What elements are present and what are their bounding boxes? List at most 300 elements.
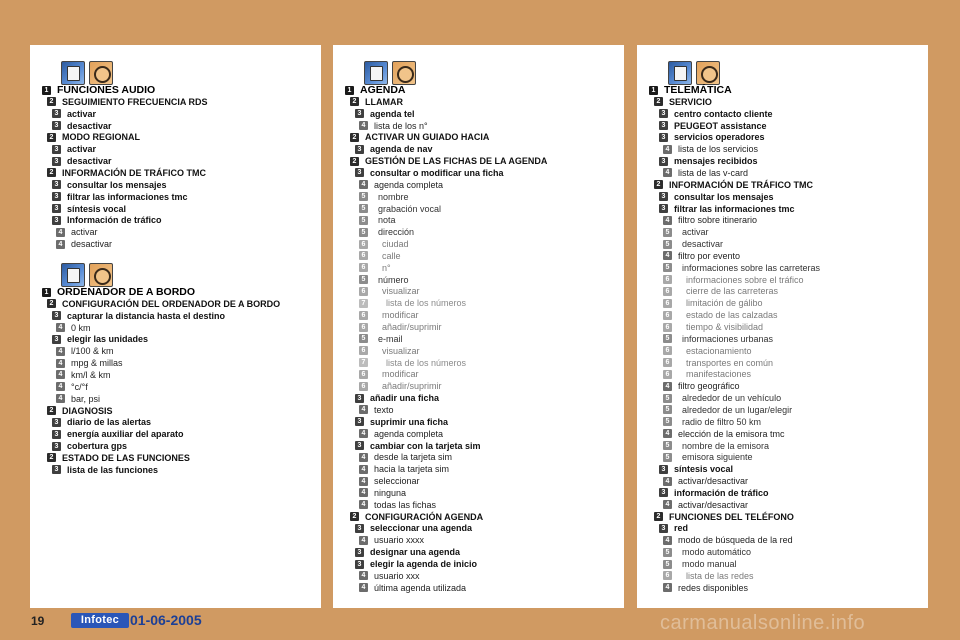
menu-item-label: centro contacto cliente <box>674 108 773 119</box>
menu-item-label: número <box>378 274 409 285</box>
level-badge: 2 <box>350 97 359 106</box>
menu-item <box>663 475 748 487</box>
menu-item-label: desactivar <box>67 156 112 167</box>
level-badge: 3 <box>52 180 61 189</box>
menu-item-label: °c/°f <box>71 381 88 392</box>
agenda-panel <box>333 45 624 608</box>
menu-item-label: modificar <box>382 310 419 321</box>
menu-item-label: ACTIVAR UN GUIADO HACIA <box>365 132 490 143</box>
menu-item <box>659 522 688 534</box>
menu-item-label: añadir/suprimir <box>382 381 442 392</box>
menu-item-label: limitación de gálibo <box>686 298 763 309</box>
menu-item-label: consultar o modificar una ficha <box>370 167 504 178</box>
level-badge: 4 <box>56 347 65 356</box>
menu-heading <box>42 286 195 298</box>
level-badge: 3 <box>52 109 61 118</box>
level-badge: 2 <box>654 97 663 106</box>
menu-item-label: n° <box>382 262 391 273</box>
menu-item <box>359 463 449 475</box>
level-badge: 3 <box>52 418 61 427</box>
menu-item-label: designar una agenda <box>370 547 461 558</box>
level-badge: 3 <box>659 109 668 118</box>
menu-item-label: redes disponibles <box>678 582 749 593</box>
level-badge: 2 <box>350 512 359 521</box>
menu-item <box>663 333 773 345</box>
level-badge: 6 <box>359 323 368 332</box>
menu-item-label: desactivar <box>71 239 113 250</box>
audio-computer-panel <box>30 45 321 608</box>
menu-item <box>359 120 428 132</box>
menu-item <box>355 546 460 558</box>
menu-item-label: grabación vocal <box>378 203 442 214</box>
level-badge: 5 <box>663 453 672 462</box>
level-badge: 5 <box>359 334 368 343</box>
level-badge: 6 <box>359 346 368 355</box>
menu-item-label: modo automático <box>682 547 752 558</box>
level-badge: 4 <box>663 429 672 438</box>
menu-item-label: GESTIÓN DE LAS FICHAS DE LA AGENDA <box>365 156 548 167</box>
menu-item-label: CONFIGURACIÓN AGENDA <box>365 511 484 522</box>
level-badge: 4 <box>663 216 672 225</box>
menu-item-label: agenda completa <box>374 428 444 439</box>
menu-item <box>56 381 88 393</box>
menu-item <box>663 274 804 286</box>
menu-item-label: estacionamiento <box>686 345 752 356</box>
level-badge: 3 <box>52 430 61 439</box>
level-badge: 3 <box>52 216 61 225</box>
menu-item-label: añadir/suprimir <box>382 322 442 332</box>
menu-item <box>52 464 158 476</box>
level-badge: 3 <box>659 524 668 533</box>
level-badge: 5 <box>663 240 672 249</box>
level-badge: 6 <box>359 263 368 272</box>
menu-item <box>355 440 481 452</box>
menu-item <box>52 179 167 191</box>
menu-item-label: 0 km <box>71 322 91 333</box>
disc-icon <box>89 61 113 85</box>
level-badge: 5 <box>663 548 672 557</box>
menu-item-label: LLAMAR <box>365 96 403 107</box>
menu-item-label: transportes en común <box>686 357 774 368</box>
level-badge: 4 <box>663 500 672 509</box>
menu-item <box>47 131 140 143</box>
menu-item <box>359 570 420 582</box>
menu-item <box>663 368 751 380</box>
menu-item <box>359 380 442 392</box>
menu-item <box>659 155 758 167</box>
menu-item-label: suprimir una ficha <box>370 416 449 427</box>
menu-item <box>663 416 761 428</box>
menu-item-label: lista de las redes <box>686 570 754 581</box>
menu-item <box>359 345 420 357</box>
level-badge: 3 <box>659 488 668 497</box>
level-badge: 2 <box>47 453 56 462</box>
menu-item <box>359 333 403 345</box>
level-badge: 2 <box>47 133 56 142</box>
level-badge: 4 <box>56 370 65 379</box>
menu-item-label: INFORMACIÓN DE TRÁFICO TMC <box>62 167 206 178</box>
menu-item <box>663 226 709 238</box>
menu-item <box>359 451 452 463</box>
level-badge: 3 <box>659 192 668 201</box>
level-badge: 4 <box>663 145 672 154</box>
level-badge: 3 <box>659 133 668 142</box>
menu-item <box>47 96 208 108</box>
menu-item-label: tiempo & visibilidad <box>686 322 764 332</box>
level-badge: 5 <box>359 275 368 284</box>
level-badge: 5 <box>663 263 672 272</box>
menu-item-label: ciudad <box>382 239 409 250</box>
menu-item <box>355 558 477 570</box>
menu-item-label: radio de filtro 50 km <box>682 416 762 427</box>
level-badge: 3 <box>52 192 61 201</box>
menu-heading <box>345 84 406 96</box>
menu-item-label: nota <box>378 215 396 226</box>
level-badge: 4 <box>663 536 672 545</box>
level-badge: 3 <box>52 465 61 474</box>
level-badge: 3 <box>355 417 364 426</box>
menu-item <box>663 404 792 416</box>
menu-item <box>663 582 748 594</box>
menu-item-label: síntesis vocal <box>67 203 127 214</box>
menu-item-label: lista de los números <box>386 357 467 368</box>
menu-item-label: seleccionar <box>374 476 420 487</box>
menu-item <box>359 582 466 594</box>
level-badge: 2 <box>350 133 359 142</box>
level-badge: 5 <box>359 192 368 201</box>
menu-item <box>663 321 763 333</box>
menu-item <box>359 214 396 226</box>
menu-item-label: cobertura gps <box>67 441 128 452</box>
menu-item <box>359 475 420 487</box>
menu-item-label: agenda tel <box>370 108 415 119</box>
menu-item <box>56 226 98 238</box>
menu-item <box>52 143 96 155</box>
menu-item-label: lista de los servicios <box>678 144 759 155</box>
menu-item <box>47 405 113 417</box>
level-badge: 3 <box>52 145 61 154</box>
menu-item <box>359 285 420 297</box>
menu-item <box>359 250 401 262</box>
menu-item-label: lista de los números <box>386 298 467 309</box>
level-badge: 3 <box>355 441 364 450</box>
menu-item <box>52 191 188 203</box>
menu-item-label: informaciones urbanas <box>682 333 774 344</box>
level-badge: 2 <box>654 512 663 521</box>
menu-item <box>359 191 409 203</box>
menu-item-label: TELEMÁTICA <box>664 84 732 96</box>
edition-date: 01-06-2005 <box>130 612 202 628</box>
menu-item-label: SERVICIO <box>669 96 712 107</box>
level-badge: 7 <box>359 358 368 367</box>
menu-item-label: ninguna <box>374 487 407 498</box>
menu-item <box>52 155 112 167</box>
menu-item <box>663 440 769 452</box>
menu-item-label: alrededor de un vehículo <box>682 393 782 404</box>
menu-heading <box>42 84 155 96</box>
level-badge: 5 <box>663 417 672 426</box>
menu-item <box>663 357 773 369</box>
menu-item-label: consultar los mensajes <box>67 179 167 190</box>
level-badge: 1 <box>42 86 51 95</box>
menu-item-label: usuario xxx <box>374 570 420 581</box>
menu-item <box>355 392 439 404</box>
menu-item <box>350 131 489 143</box>
menu-item <box>663 451 753 463</box>
level-badge: 5 <box>663 405 672 414</box>
menu-item <box>355 143 433 155</box>
menu-item-label: AGENDA <box>360 84 406 96</box>
menu-item-label: última agenda utilizada <box>374 582 467 593</box>
menu-item-label: modo manual <box>682 559 737 569</box>
menu-item <box>654 179 813 191</box>
level-badge: 1 <box>42 288 51 297</box>
menu-item-label: km/l & km <box>71 369 111 380</box>
menu-item <box>359 238 409 250</box>
audio-icon <box>61 61 85 85</box>
menu-item <box>663 499 748 511</box>
menu-item-label: manifestaciones <box>686 369 752 380</box>
level-badge: 6 <box>359 240 368 249</box>
level-badge: 4 <box>56 382 65 391</box>
menu-item-label: nombre de la emisora <box>682 440 770 451</box>
menu-item <box>663 297 763 309</box>
mobile-phone-icon <box>696 61 720 85</box>
telematics-panel <box>637 45 928 608</box>
menu-item-label: usuario xxxx <box>374 535 425 546</box>
menu-item-label: lista de las v-card <box>678 167 749 178</box>
menu-item-label: agenda completa <box>374 179 444 190</box>
menu-item <box>359 226 414 238</box>
watermark: carmanualsonline.info <box>660 612 866 634</box>
menu-item <box>47 452 190 464</box>
level-badge: 4 <box>359 453 368 462</box>
menu-item-label: INFORMACIÓN DE TRÁFICO TMC <box>669 179 813 190</box>
menu-item <box>663 570 754 582</box>
menu-item <box>359 321 442 333</box>
menu-item <box>56 322 91 334</box>
menu-item-label: filtrar las informaciones tmc <box>67 191 188 202</box>
menu-item <box>663 309 778 321</box>
level-badge: 4 <box>663 382 672 391</box>
level-badge: 6 <box>359 251 368 260</box>
menu-item-label: filtro por evento <box>678 250 741 261</box>
level-badge: 6 <box>663 311 672 320</box>
level-badge: 6 <box>359 382 368 391</box>
menu-item-label: seleccionar una agenda <box>370 523 473 534</box>
level-badge: 3 <box>52 335 61 344</box>
notebook-icon <box>392 61 416 85</box>
menu-item <box>52 440 127 452</box>
menu-item <box>654 511 794 523</box>
level-badge: 7 <box>359 299 368 308</box>
menu-item <box>359 428 443 440</box>
phone-icon <box>89 263 113 287</box>
level-badge: 2 <box>47 406 56 415</box>
menu-item <box>663 167 748 179</box>
menu-item <box>47 167 206 179</box>
menu-item-label: dirección <box>378 227 415 238</box>
menu-item-label: SEGUIMIENTO FRECUENCIA RDS <box>62 96 208 107</box>
level-badge: 4 <box>359 477 368 486</box>
menu-item <box>52 428 184 440</box>
menu-item <box>359 179 443 191</box>
level-badge: 2 <box>47 168 56 177</box>
menu-item <box>663 546 751 558</box>
level-badge: 5 <box>359 228 368 237</box>
menu-item <box>663 250 740 262</box>
menu-item-label: bar, psi <box>71 393 101 404</box>
menu-item-label: activar <box>67 144 97 155</box>
menu-item <box>350 96 403 108</box>
menu-item <box>47 298 280 310</box>
level-badge: 5 <box>663 334 672 343</box>
level-badge: 6 <box>663 275 672 284</box>
level-badge: 4 <box>359 583 368 592</box>
menu-item <box>52 214 162 226</box>
menu-item <box>659 487 769 499</box>
menu-item <box>52 108 96 120</box>
menu-item-label: ESTADO DE LAS FUNCIONES <box>62 452 190 463</box>
menu-item-label: FUNCIONES DEL TELÉFONO <box>669 511 794 522</box>
menu-item <box>52 203 126 215</box>
level-badge: 4 <box>359 500 368 509</box>
menu-item-label: desde la tarjeta sim <box>374 452 453 463</box>
menu-heading <box>649 84 732 96</box>
menu-item <box>663 428 785 440</box>
menu-item <box>355 108 415 120</box>
menu-item-label: CONFIGURACIÓN DEL ORDENADOR DE A BORDO <box>62 298 281 309</box>
menu-item <box>663 534 793 546</box>
menu-item <box>359 368 419 380</box>
menu-item <box>350 155 547 167</box>
level-badge: 3 <box>52 121 61 130</box>
menu-item-label: cambiar con la tarjeta sim <box>370 440 481 451</box>
menu-item <box>56 238 112 250</box>
level-badge: 6 <box>663 299 672 308</box>
menu-item-label: visualizar <box>382 345 420 356</box>
menu-item-label: todas las fichas <box>374 499 437 510</box>
menu-item <box>355 416 448 428</box>
menu-item <box>659 131 765 143</box>
level-badge: 4 <box>359 121 368 130</box>
menu-item-label: filtrar las informaciones tmc <box>674 203 795 214</box>
menu-item-label: lista de las funciones <box>67 464 159 475</box>
menu-item <box>654 96 712 108</box>
menu-item <box>359 297 466 309</box>
menu-item-label: añadir una ficha <box>370 393 440 404</box>
level-badge: 2 <box>654 180 663 189</box>
menu-item <box>52 333 148 345</box>
level-badge: 3 <box>52 442 61 451</box>
level-badge: 3 <box>355 145 364 154</box>
menu-item <box>663 558 737 570</box>
level-badge: 3 <box>52 157 61 166</box>
menu-item-label: desactivar <box>67 120 112 131</box>
menu-item-label: consultar los mensajes <box>674 191 774 202</box>
level-badge: 3 <box>52 311 61 320</box>
menu-item-label: nombre <box>378 191 409 202</box>
menu-item-label: ORDENADOR DE A BORDO <box>57 286 196 298</box>
menu-item <box>52 120 112 132</box>
level-badge: 4 <box>359 429 368 438</box>
level-badge: 2 <box>47 97 56 106</box>
menu-item <box>663 380 740 392</box>
menu-item <box>359 262 391 274</box>
menu-item-label: modo de búsqueda de la red <box>678 535 793 546</box>
menu-item-label: hacia la tarjeta sim <box>374 464 450 475</box>
menu-item-label: estado de las calzadas <box>686 310 778 321</box>
menu-item-label: red <box>674 523 689 534</box>
menu-item <box>359 534 424 546</box>
level-badge: 4 <box>663 477 672 486</box>
menu-item-label: activar <box>71 227 98 238</box>
menu-item <box>56 369 111 381</box>
menu-item-label: activar <box>682 227 709 238</box>
level-badge: 4 <box>663 583 672 592</box>
menu-item <box>56 393 100 405</box>
level-badge: 6 <box>663 323 672 332</box>
level-badge: 5 <box>663 560 672 569</box>
level-badge: 6 <box>663 370 672 379</box>
level-badge: 3 <box>659 121 668 130</box>
page-number: 19 <box>31 614 45 628</box>
telematics-icon <box>668 61 692 85</box>
menu-item-label: texto <box>374 404 394 415</box>
menu-item <box>56 357 123 369</box>
menu-item <box>663 143 758 155</box>
menu-item-label: síntesis vocal <box>674 464 734 475</box>
menu-item <box>663 285 778 297</box>
level-badge: 5 <box>663 441 672 450</box>
level-badge: 5 <box>663 228 672 237</box>
menu-item <box>350 511 483 523</box>
level-badge: 3 <box>659 157 668 166</box>
menu-item <box>56 345 114 357</box>
menu-item <box>659 191 774 203</box>
menu-item <box>359 309 419 321</box>
menu-item-label: activar <box>67 108 97 119</box>
menu-item <box>663 345 752 357</box>
infotec-logo: Infotec <box>71 613 129 628</box>
level-badge: 3 <box>355 394 364 403</box>
menu-item-label: activar/desactivar <box>678 499 749 510</box>
menu-item-label: información de tráfico <box>674 487 769 498</box>
level-badge: 4 <box>359 488 368 497</box>
level-badge: 4 <box>359 405 368 414</box>
menu-item-label: elegir la agenda de inicio <box>370 559 478 569</box>
menu-item-label: mpg & millas <box>71 358 123 369</box>
menu-item-label: servicios operadores <box>674 132 765 143</box>
level-badge: 1 <box>649 86 658 95</box>
level-badge: 3 <box>52 204 61 213</box>
menu-item-label: diario de las alertas <box>67 417 152 428</box>
menu-item <box>663 262 820 274</box>
level-badge: 6 <box>663 571 672 580</box>
menu-item-label: visualizar <box>382 286 420 297</box>
menu-item <box>663 392 781 404</box>
menu-item <box>359 274 409 286</box>
menu-item-label: informaciones sobre las carreteras <box>682 262 821 273</box>
menu-item <box>359 404 394 416</box>
menu-item-label: elegir las unidades <box>67 334 149 345</box>
menu-item-label: cierre de las carreteras <box>686 286 779 297</box>
menu-item <box>359 203 441 215</box>
level-badge: 6 <box>359 311 368 320</box>
level-badge: 3 <box>659 465 668 474</box>
menu-item-label: FUNCIONES AUDIO <box>57 84 156 96</box>
level-badge: 3 <box>659 204 668 213</box>
